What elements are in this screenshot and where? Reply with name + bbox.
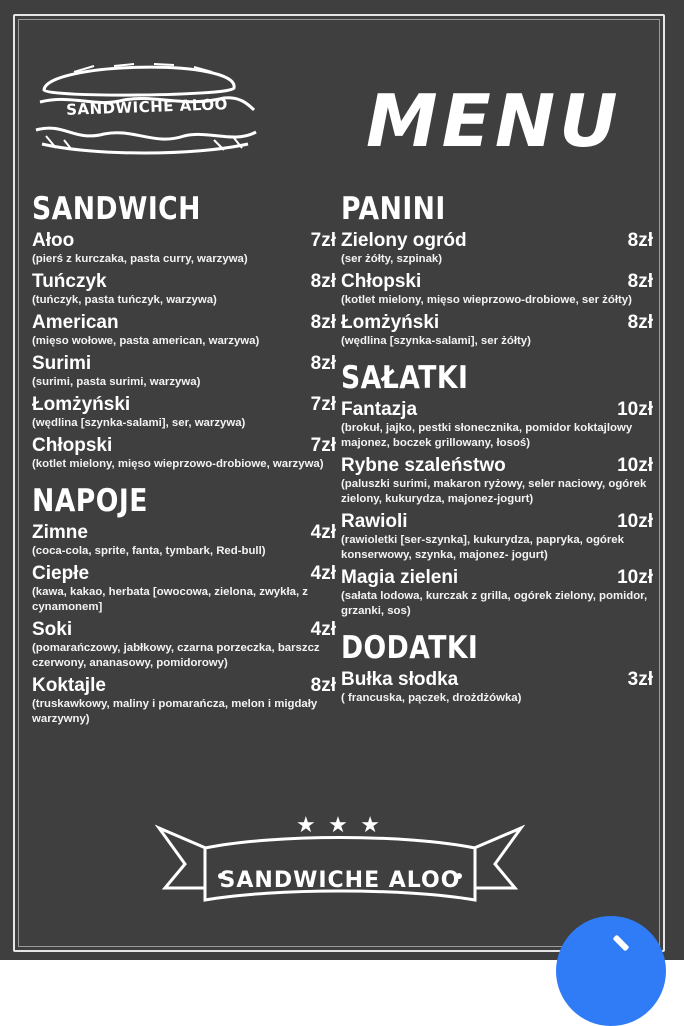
- right-column: [341, 190, 653, 710]
- item-price: 8zł: [310, 353, 336, 374]
- item-name: Łomżyński: [32, 394, 131, 415]
- section-title-napoje: NAPOJE: [32, 483, 148, 519]
- item-description: (paluszki surimi, makaron ryżowy, seler naciowy, ogórek zielony, kukurydza, majonez-jogurt): [341, 478, 647, 505]
- item-price: 10zł: [617, 455, 653, 476]
- item-price: 3zł: [627, 669, 653, 690]
- menu-item: [341, 271, 653, 308]
- item-name: Koktajle: [32, 675, 106, 696]
- item-price: 8zł: [627, 271, 653, 292]
- item-price: 8zł: [310, 271, 336, 292]
- section-title-dodatki: DODATKI: [341, 630, 479, 666]
- item-description: (tuńczyk, pasta tuńczyk, warzywa): [32, 294, 217, 306]
- menu-item: [341, 567, 653, 619]
- item-name: Zimne: [32, 522, 88, 543]
- item-name: Łomżyński: [341, 312, 440, 333]
- item-description: (truskawkowy, maliny i pomarańcza, melon i migdały warzywny): [32, 698, 318, 725]
- menu-item: [32, 522, 336, 559]
- menu-item: [341, 399, 653, 451]
- item-price: 8zł: [310, 675, 336, 696]
- item-name: Soki: [32, 619, 73, 640]
- menu-item: [32, 394, 336, 431]
- item-price: 4zł: [310, 563, 336, 584]
- menu-item: [341, 230, 653, 267]
- sandwich-logo: [34, 52, 260, 162]
- item-description: (sałata lodowa, kurczak z grilla, ogórek zielony, pomidor, grzanki, sos): [341, 590, 648, 617]
- item-description: (brokuł, jajko, pestki słonecznika, pomidor koktajlowy majonez, boczek grillowany, łosoś): [341, 422, 633, 449]
- item-name: Rawioli: [341, 511, 408, 532]
- item-price: 10zł: [617, 567, 653, 588]
- menu-item: [341, 455, 653, 507]
- star-icon: ★: [360, 812, 380, 837]
- menu-item: [32, 230, 336, 267]
- item-name: Ciepłe: [32, 563, 90, 584]
- item-name: Chłopski: [32, 435, 113, 456]
- item-price: 10zł: [617, 511, 653, 532]
- page-title: MENU: [366, 79, 622, 163]
- item-name: Rybne szaleństwo: [341, 455, 506, 476]
- item-price: 4zł: [310, 522, 336, 543]
- star-icon: ★: [296, 812, 316, 837]
- item-price: 8zł: [627, 230, 653, 251]
- footer-banner: [155, 818, 525, 918]
- item-description: (kotlet mielony, mięso wieprzowo-drobiowe, ser żółty): [341, 294, 632, 306]
- item-description: (kotlet mielony, mięso wieprzowo-drobiowe, warzywa): [32, 458, 324, 470]
- edit-fab-button[interactable]: [556, 916, 666, 1026]
- item-price: 7zł: [310, 394, 336, 415]
- item-price: 10zł: [617, 399, 653, 420]
- section-title-sandwich: SANDWICH: [32, 191, 201, 227]
- menu-item: [341, 669, 653, 706]
- logo-text: SANDWICHE ALOO: [65, 95, 229, 119]
- item-name: American: [32, 312, 119, 333]
- item-name: Magia zieleni: [341, 567, 459, 588]
- star-icon: ★: [328, 812, 348, 837]
- item-name: Surimi: [32, 353, 92, 374]
- item-description: (coca-cola, sprite, fanta, tymbark, Red-bull): [32, 545, 266, 557]
- item-price: 7zł: [310, 435, 336, 456]
- footer-text: SANDWICHE ALOO: [219, 868, 461, 893]
- section-title-panini: PANINI: [341, 191, 446, 227]
- item-price: 4zł: [310, 619, 336, 640]
- item-description: (pomarańczowy, jabłkowy, czarna porzeczka, barszcz czerwony, ananasowy, pomidorowy): [32, 642, 320, 669]
- menu-item: [341, 312, 653, 349]
- item-description: (mięso wołowe, pasta american, warzywa): [32, 335, 260, 347]
- left-column: [32, 190, 336, 731]
- section-title-salatki: SAŁATKI: [341, 360, 469, 396]
- item-price: 7zł: [310, 230, 336, 251]
- item-description: (ser żółty, szpinak): [341, 253, 443, 265]
- item-description: (kawa, kakao, herbata [owocowa, zielona, zwykła, z cynamonem]: [32, 586, 309, 613]
- item-name: Chłopski: [341, 271, 422, 292]
- menu-item: [32, 435, 336, 472]
- item-description: ( francuska, pączek, drożdżówka): [341, 692, 522, 704]
- item-description: (pierś z kurczaka, pasta curry, warzywa): [32, 253, 248, 265]
- menu-item: [32, 312, 336, 349]
- item-name: Fantazja: [341, 399, 418, 420]
- item-price: 8zł: [627, 312, 653, 333]
- menu-item: [32, 271, 336, 308]
- menu-item: [32, 619, 336, 671]
- menu-item: [341, 511, 653, 563]
- item-description: (wędlina [szynka-salami], ser żółty): [341, 335, 531, 347]
- item-name: Bułka słodka: [341, 669, 459, 690]
- menu-item: [32, 353, 336, 390]
- item-description: (wędlina [szynka-salami], ser, warzywa): [32, 417, 246, 429]
- menu-item: [32, 675, 336, 727]
- item-name: Zielony ogród: [341, 230, 467, 251]
- item-price: 8zł: [310, 312, 336, 333]
- item-name: Tuńczyk: [32, 271, 107, 292]
- item-description: (rawioletki [ser-szynka], kukurydza, papryka, ogórek konserwowy, szynka, majonez- jogurt): [341, 534, 624, 561]
- item-description: (surimi, pasta surimi, warzywa): [32, 376, 201, 388]
- item-name: Ałoo: [32, 230, 75, 251]
- menu-item: [32, 563, 336, 615]
